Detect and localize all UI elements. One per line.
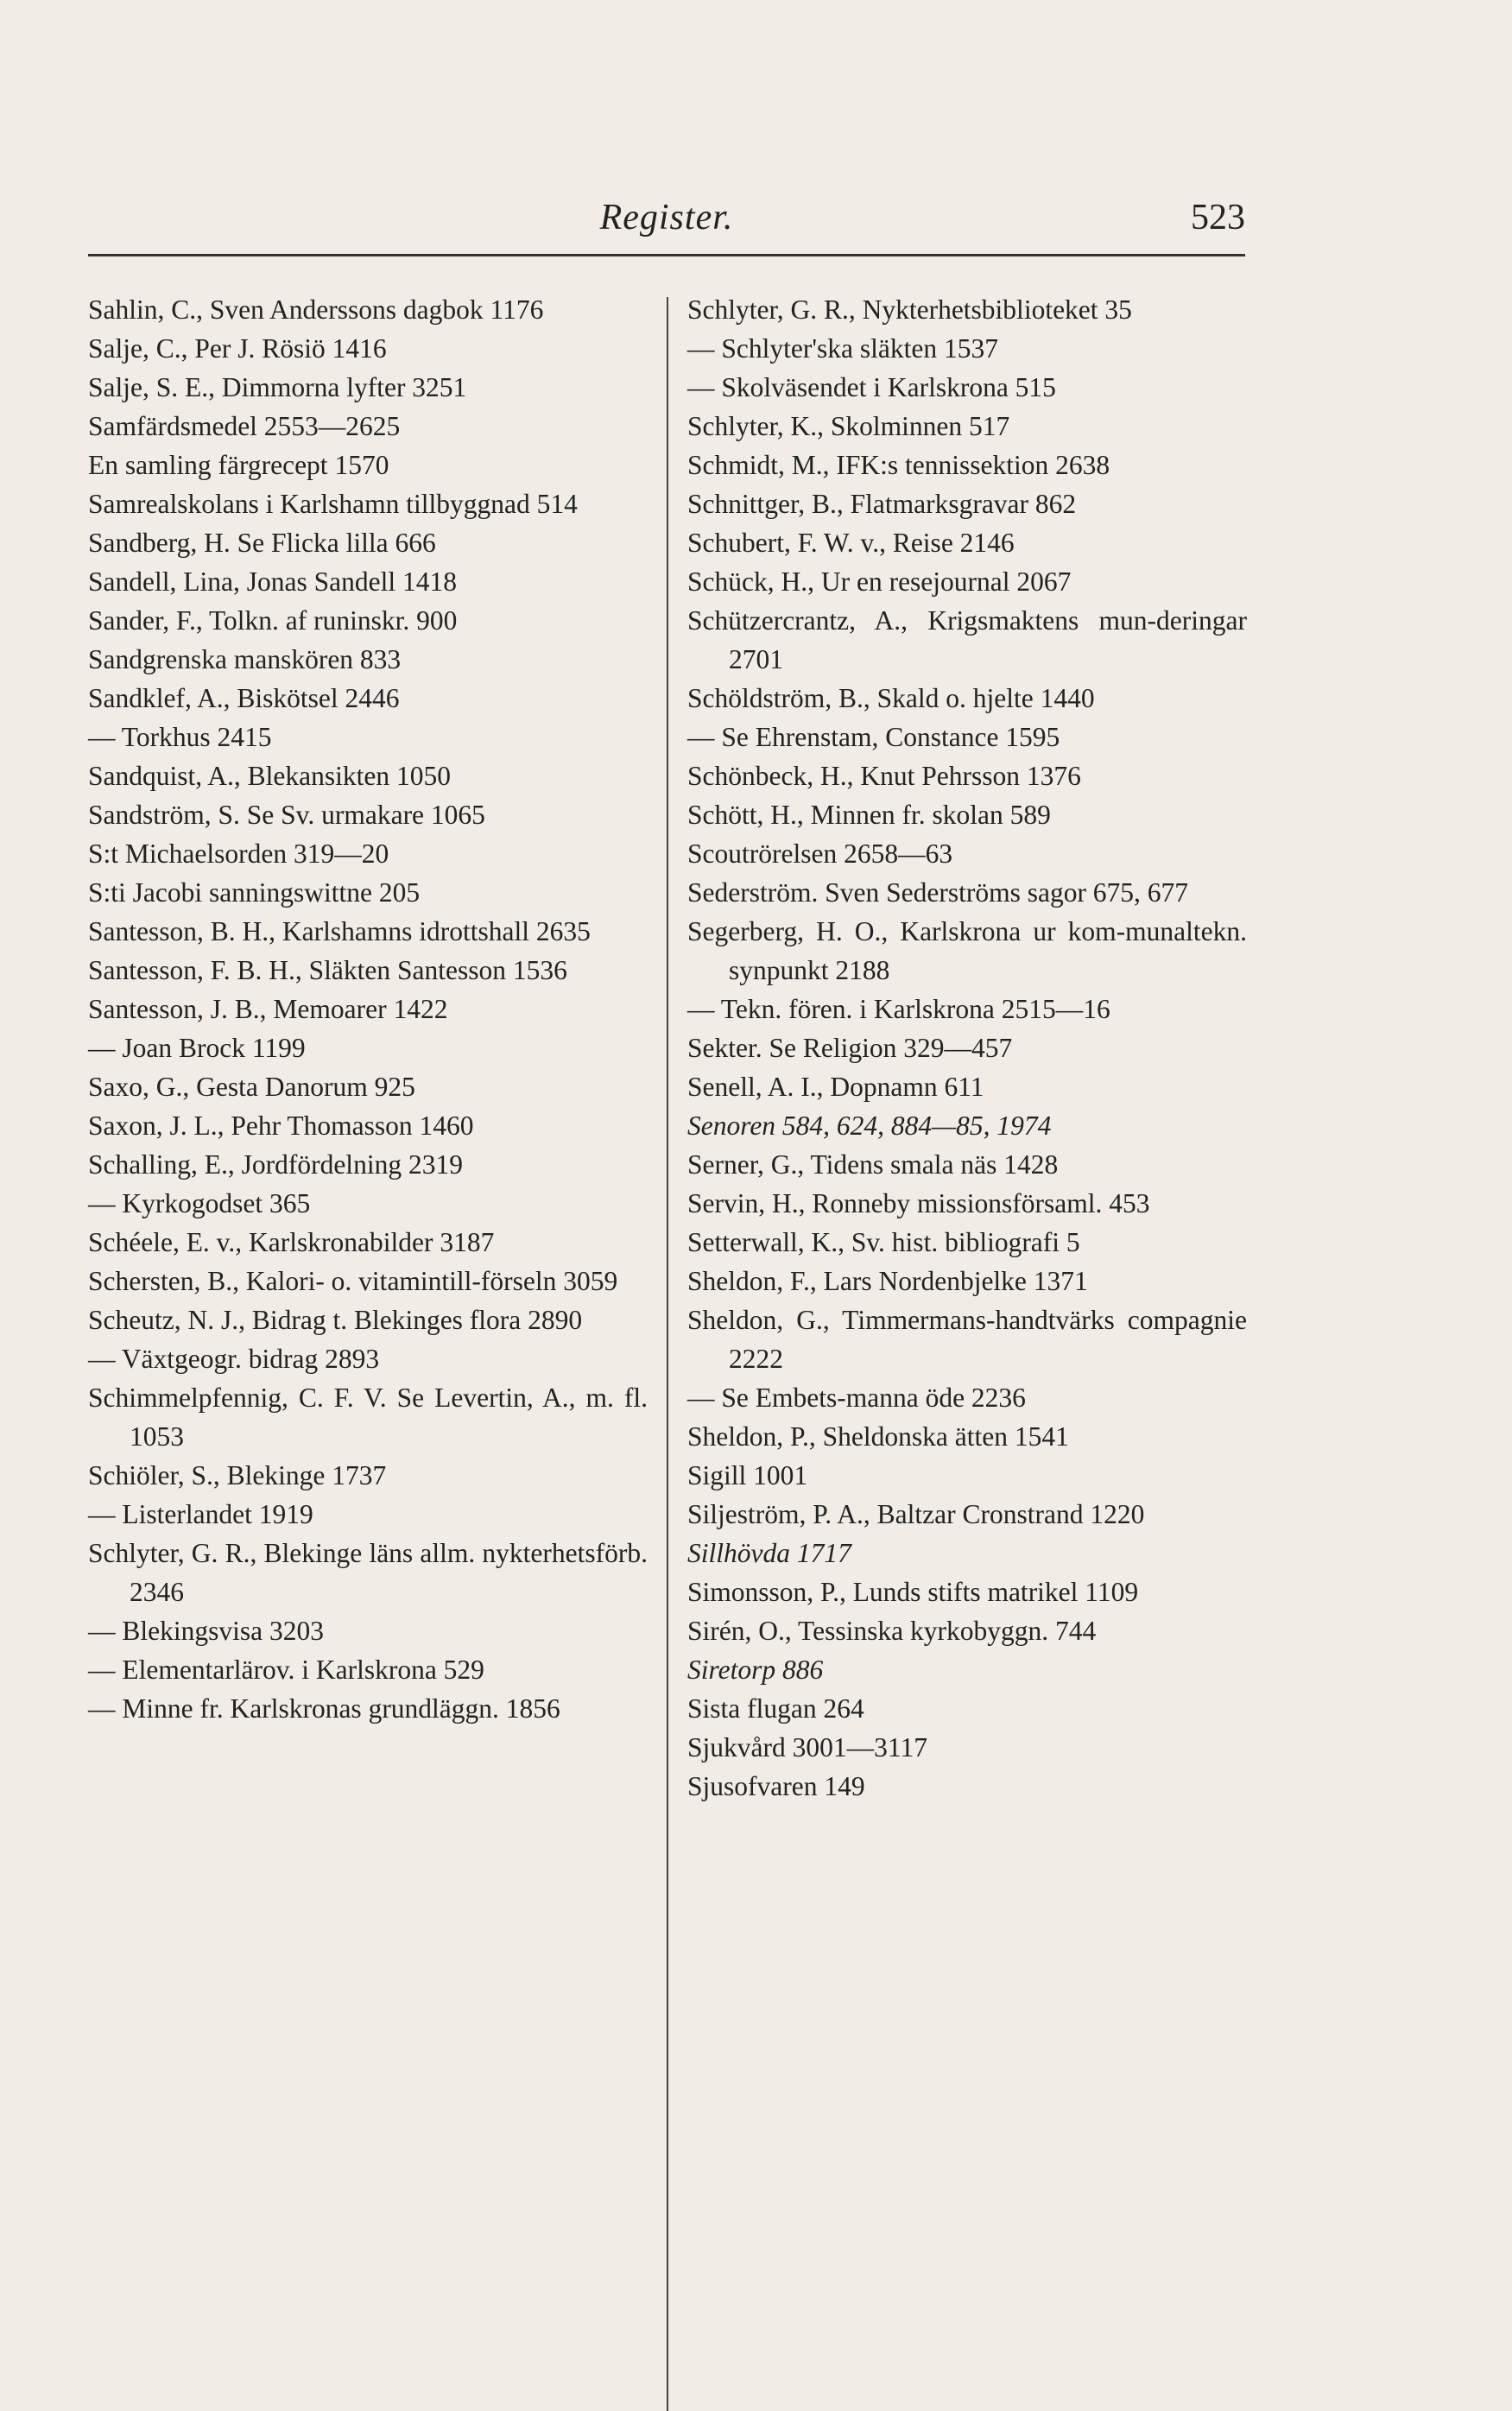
- index-entry: Schlyter, G. R., Nykterhetsbiblioteket 35: [687, 294, 1132, 325]
- running-title: Register.: [599, 198, 734, 237]
- index-entry: Sheldon, G., Timmermans-handtvärks compagnie 2222: [687, 1305, 1247, 1374]
- index-entry: Senell, A. I., Dopnamn 611: [687, 1072, 984, 1102]
- index-entry: Schönbeck, H., Knut Pehrsson 1376: [687, 761, 1081, 791]
- index-entry: Sheldon, F., Lars Nordenbjelke 1371: [687, 1266, 1088, 1296]
- index-entry: Sjusofvaren 149: [687, 1771, 865, 1801]
- index-entry: Sigill 1001: [687, 1460, 808, 1490]
- page-header: [88, 190, 1245, 252]
- index-entry: Santesson, F. B. H., Släkten Santesson 1536: [88, 955, 567, 985]
- index-column-left: [88, 290, 648, 1728]
- index-entry: Schiöler, S., Blekinge 1737: [88, 1460, 387, 1490]
- index-entry: Schück, H., Ur en resejournal 2067: [687, 566, 1072, 597]
- index-column-right: [687, 290, 1247, 1806]
- index-entry: Schlyter, G. R., Blekinge läns allm. nykterhetsförb. 2346: [88, 1538, 648, 1607]
- index-entry: Saxo, G., Gesta Danorum 925: [88, 1072, 415, 1102]
- index-entry: Schützercrantz, A., Krigsmaktens mun-deringar 2701: [687, 605, 1247, 674]
- index-entry: Sheldon, P., Sheldonska ätten 1541: [687, 1421, 1069, 1452]
- index-entry: Schnittger, B., Flatmarksgravar 862: [687, 489, 1077, 519]
- index-entry: — Listerlandet 1919: [88, 1499, 313, 1529]
- index-entry: S:ti Jacobi sanningswittne 205: [88, 877, 421, 908]
- index-entry: S:t Michaelsorden 319—20: [88, 838, 389, 869]
- index-entry: — Minne fr. Karlskronas grundläggn. 1856: [88, 1693, 560, 1724]
- index-entry: Schöldström, B., Skald o. hjelte 1440: [687, 683, 1095, 713]
- index-entry: Schött, H., Minnen fr. skolan 589: [687, 800, 1051, 830]
- index-entry: Scheutz, N. J., Bidrag t. Blekinges flora 2890: [88, 1305, 583, 1335]
- index-entry: Scoutrörelsen 2658—63: [687, 838, 953, 869]
- index-entry: Santesson, J. B., Memoarer 1422: [88, 994, 448, 1024]
- index-entry: — Se Ehrenstam, Constance 1595: [687, 722, 1060, 752]
- index-entry: Sirén, O., Tessinska kyrkobyggn. 744: [687, 1616, 1097, 1646]
- index-entry: — Tekn. fören. i Karlskrona 2515—16: [687, 994, 1110, 1024]
- index-entry: Schlyter, K., Skolminnen 517: [687, 411, 1010, 441]
- index-entry: Schimmelpfennig, C. F. V. Se Levertin, A., m. fl. 1053: [88, 1383, 648, 1452]
- index-entry: Samrealskolans i Karlshamn tillbyggnad 514: [88, 489, 578, 519]
- index-entry: Sekter. Se Religion 329—457: [687, 1033, 1013, 1063]
- index-entry: Sandquist, A., Blekansikten 1050: [88, 761, 451, 791]
- index-entry: Schmidt, M., IFK:s tennissektion 2638: [687, 450, 1110, 480]
- index-entry: Senoren 584, 624, 884—85, 1974: [687, 1111, 1052, 1141]
- index-entry: — Kyrkogodset 365: [88, 1188, 311, 1218]
- index-entry: Setterwall, K., Sv. hist. bibliografi 5: [687, 1227, 1080, 1257]
- index-entry: Schersten, B., Kalori- o. vitamintill-förseln 3059: [88, 1266, 618, 1296]
- index-entry: En samling färgrecept 1570: [88, 450, 389, 480]
- index-entry: Samfärdsmedel 2553—2625: [88, 411, 401, 441]
- index-entry: Siljeström, P. A., Baltzar Cronstrand 1220: [687, 1499, 1145, 1529]
- index-entry: Siretorp 886: [687, 1655, 824, 1685]
- header-rule: [88, 254, 1245, 256]
- index-entry: — Elementarlärov. i Karlskrona 529: [88, 1655, 484, 1685]
- index-entry: Salje, C., Per J. Rösiö 1416: [88, 333, 387, 364]
- column-divider: [667, 297, 668, 2411]
- index-entry: — Se Embets-manna öde 2236: [687, 1383, 1026, 1413]
- index-entry: Santesson, B. H., Karlshamns idrottshall 2635: [88, 916, 591, 946]
- index-entry: Sahlin, C., Sven Anderssons dagbok 1176: [88, 294, 544, 325]
- index-entry: Sillhövda 1717: [687, 1538, 851, 1568]
- index-entry: Serner, G., Tidens smala näs 1428: [687, 1149, 1059, 1180]
- index-entry: Sjukvård 3001—3117: [687, 1732, 927, 1762]
- index-entry: Saxon, J. L., Pehr Thomasson 1460: [88, 1111, 474, 1141]
- index-entry: Salje, S. E., Dimmorna lyfter 3251: [88, 372, 467, 402]
- index-entry: Sandell, Lina, Jonas Sandell 1418: [88, 566, 457, 597]
- index-entry: Sandström, S. Se Sv. urmakare 1065: [88, 800, 485, 830]
- index-entry: Sista flugan 264: [687, 1693, 864, 1724]
- index-entry: Sandberg, H. Se Flicka lilla 666: [88, 528, 436, 558]
- index-entry: — Blekingsvisa 3203: [88, 1616, 324, 1646]
- index-entry: — Växtgeogr. bidrag 2893: [88, 1344, 380, 1374]
- index-entry: Sander, F., Tolkn. af runinskr. 900: [88, 605, 458, 636]
- index-entry: Schalling, E., Jordfördelning 2319: [88, 1149, 463, 1180]
- index-entry: — Torkhus 2415: [88, 722, 272, 752]
- index-entry: Sederström. Sven Sederströms sagor 675, 677: [687, 877, 1189, 908]
- index-entry: — Joan Brock 1199: [88, 1033, 306, 1063]
- index-entry: Servin, H., Ronneby missionsförsaml. 453: [687, 1188, 1150, 1218]
- index-entry: Schubert, F. W. v., Reise 2146: [687, 528, 1015, 558]
- page-number: 523: [1191, 198, 1245, 237]
- index-entry: Schéele, E. v., Karlskronabilder 3187: [88, 1227, 495, 1257]
- index-entry: Sandklef, A., Biskötsel 2446: [88, 683, 400, 713]
- index-entry: — Schlyter'ska släkten 1537: [687, 333, 998, 364]
- index-entry: Sandgrenska manskören 833: [88, 644, 402, 674]
- index-entry: Segerberg, H. O., Karlskrona ur kom-munaltekn. synpunkt 2188: [687, 916, 1247, 985]
- index-entry: Simonsson, P., Lunds stifts matrikel 1109: [687, 1577, 1139, 1607]
- index-entry: — Skolväsendet i Karlskrona 515: [687, 372, 1056, 402]
